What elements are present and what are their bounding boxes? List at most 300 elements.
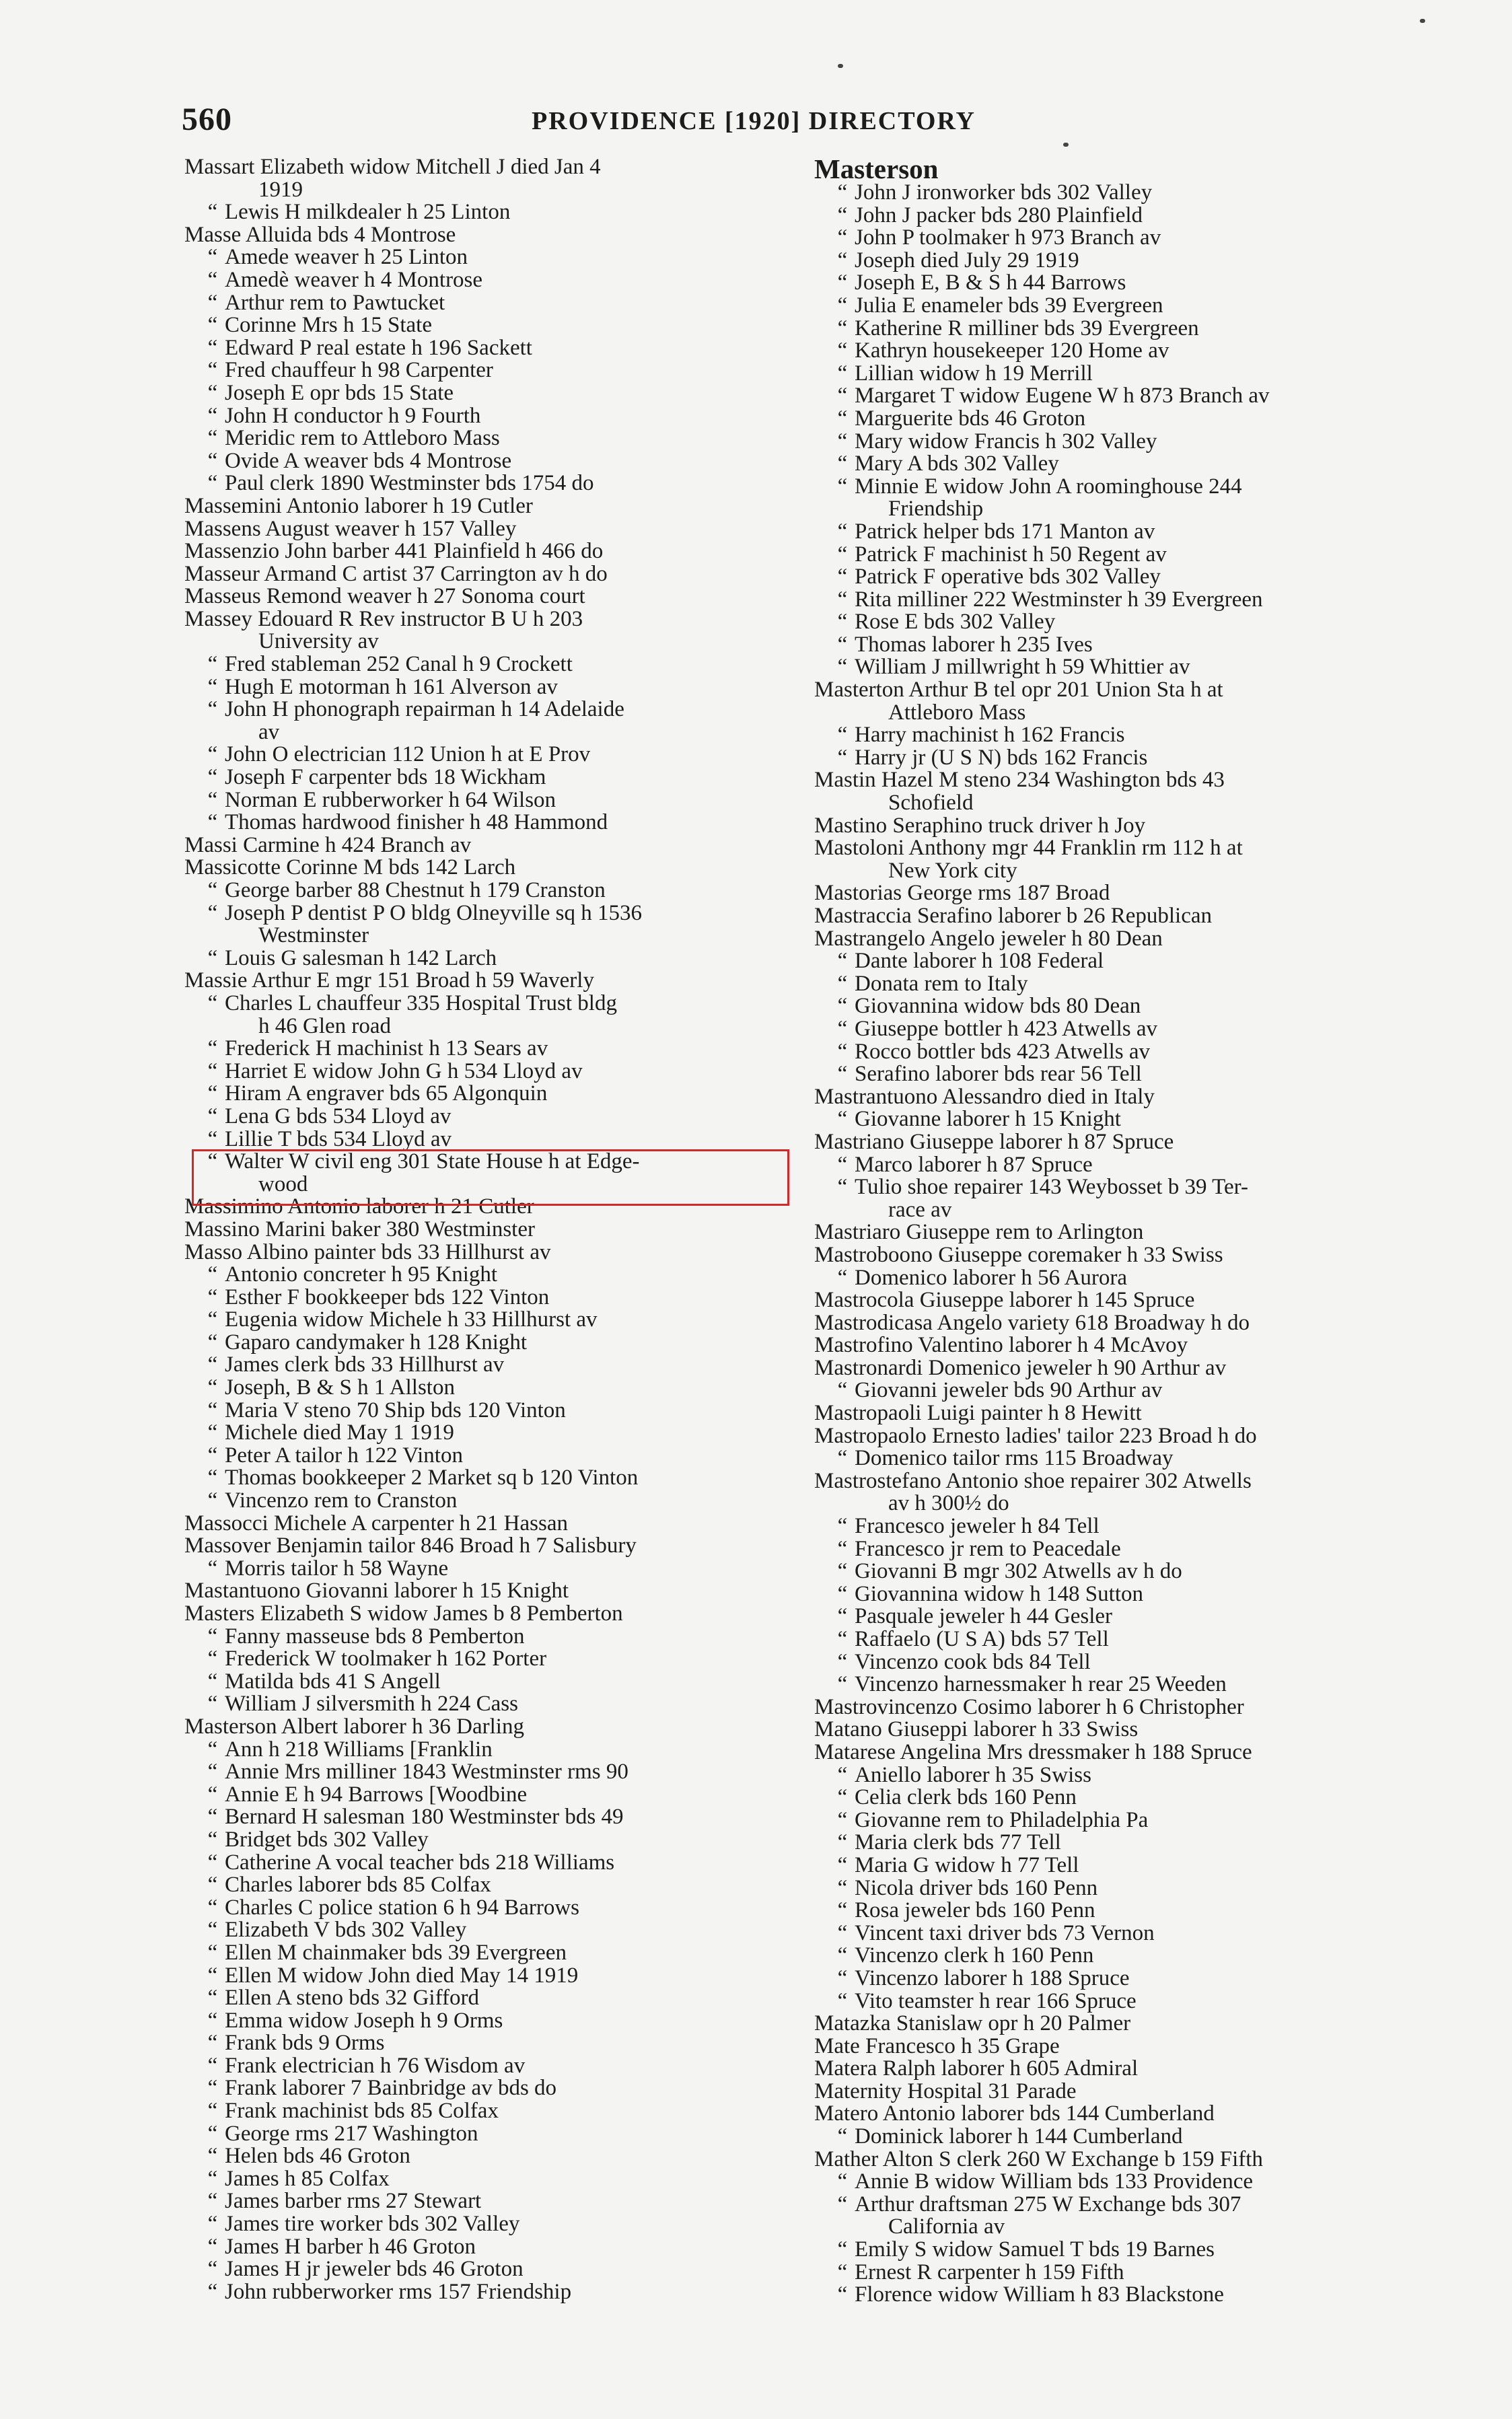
ditto-mark: “ [837,1875,848,1900]
entry-text: Antonio concreter h 95 Knight [225,1262,498,1287]
ditto-mark: “ [837,1649,848,1674]
entry-text: Massart Elizabeth widow Mitchell J died Jan 4 [184,155,601,179]
directory-entry [814,1764,1420,1787]
entry-text: Massenzio John barber 441 Plainfield h 466 do [184,539,604,564]
directory-entry [814,2035,1420,2058]
directory-entry [814,1832,1420,1854]
entry-continuation: race av [888,1197,952,1222]
ditto-mark: “ [207,742,218,767]
entry-text: Patrick helper bds 171 Manton av [855,519,1155,544]
ditto-mark: “ [207,2279,218,2304]
entry-text: Massemini Antonio laborer h 19 Cutler [184,493,533,518]
entry-text: Joseph E, B & S h 44 Barrows [855,270,1126,295]
entry-text: Mastrodicasa Angelo variety 618 Broadway h do [814,1310,1250,1335]
entry-text: Giovanne laborer h 15 Knight [855,1107,1121,1132]
ditto-mark: “ [207,380,218,405]
entry-text: Mastrovincenzo Cosimo laborer h 6 Christopher [814,1694,1244,1719]
entry-text: Frederick H machinist h 13 Sears av [225,1036,548,1061]
ditto-mark: “ [207,1307,218,1332]
entry-text: Louis G salesman h 142 Larch [225,945,497,970]
entry-text: Masterson Albert laborer h 36 Darling [184,1714,524,1739]
entry-text: Maria G widow h 77 Tell [855,1852,1079,1877]
ditto-mark: “ [837,2260,848,2284]
entry-text: Masseus Remond weaver h 27 Sonoma court [184,584,585,609]
entry-text: John J packer bds 280 Plainfield [855,203,1143,227]
ditto-mark: “ [207,1737,218,1762]
directory-entry [814,995,1420,1018]
entry-text: Giovannina widow h 148 Sutton [855,1581,1143,1606]
directory-entry [184,1897,790,1920]
directory-entry [814,1605,1420,1628]
entry-text: Joseph, B & S h 1 Allston [225,1375,455,1400]
entry-continuation: Schofield [888,791,974,816]
directory-entry [814,973,1420,996]
entry-text: James h 85 Colfax [225,2166,390,2191]
ditto-mark: “ [207,1104,218,1128]
entry-text: Vincenzo harnessmaker h rear 25 Weeden [855,1672,1227,1697]
directory-entry [814,1741,1420,1764]
entry-continuation: 1919 [258,177,303,202]
ditto-mark: “ [837,406,848,431]
entry-text: Dominick laborer h 144 Cumberland [855,2124,1183,2149]
entry-text: Vincenzo clerk h 160 Penn [855,1943,1094,1968]
entry-continuation: California av [888,2214,1005,2239]
directory-entry [184,337,790,360]
ditto-mark: “ [837,1536,848,1561]
directory-entry [184,1829,790,1852]
directory-entry [184,1558,790,1581]
directory-entry [814,1334,1420,1357]
ditto-mark: “ [207,2121,218,2146]
directory-entry [184,1852,790,1875]
page-speck [1420,19,1425,23]
directory-entry [814,769,1420,814]
entry-text: Rita milliner 222 Westminster h 39 Evergreen [855,587,1263,612]
entry-text: Serafino laborer bds rear 56 Tell [855,1062,1142,1087]
entry-text: Mastriano Giuseppe laborer h 87 Spruce [814,1129,1174,1154]
directory-entry [814,1854,1420,1877]
entry-text: Vincenzo laborer h 188 Spruce [855,1965,1130,1990]
entry-text: James barber rms 27 Stewart [225,2189,482,2214]
entry-text: Arthur draftsman 275 W Exchange bds 307 [855,2192,1241,2216]
directory-entry [814,1312,1420,1335]
entry-text: Joseph F carpenter bds 18 Wickham [225,765,546,790]
ditto-mark: “ [207,2166,218,2191]
ditto-mark: “ [837,1852,848,1877]
directory-entry [814,205,1420,227]
entry-text: James H jr jeweler bds 46 Groton [225,2257,524,2282]
entry-text: Mastrangelo Angelo jeweler h 80 Dean [814,926,1163,951]
directory-entry [814,1696,1420,1719]
directory-entry [814,566,1420,589]
entry-text: Massie Arthur E mgr 151 Broad h 59 Waverly [184,968,594,993]
directory-entry [184,2190,790,2213]
entry-text: John H phonograph repairman h 14 Adelaide [225,697,624,722]
directory-entry [814,1357,1420,1380]
ditto-mark: “ [207,1669,218,1694]
directory-entry [814,1176,1420,1221]
ditto-mark: “ [837,2237,848,2262]
entry-text: Massover Benjamin tailor 846 Broad h 7 Salisbury [184,1533,637,1558]
directory-entry [184,744,790,766]
directory-entry [184,1445,790,1468]
directory-entry [814,589,1420,612]
ditto-mark: “ [837,1965,848,1990]
ditto-mark: “ [837,429,848,454]
directory-entry [184,1513,790,1536]
ditto-mark: “ [837,225,848,250]
entry-text: Maternity Hospital 31 Parade [814,2079,1077,2103]
entry-text: Rose E bds 302 Valley [855,610,1056,635]
directory-entry [814,1041,1420,1064]
ditto-mark: “ [837,587,848,612]
ditto-mark: “ [837,1785,848,1810]
ditto-mark: “ [837,1898,848,1923]
ditto-mark: “ [837,2169,848,2194]
ditto-mark: “ [837,1016,848,1041]
directory-entry [814,385,1420,408]
directory-entry [184,201,790,224]
ditto-mark: “ [207,2076,218,2101]
ditto-mark: “ [207,1375,218,1400]
entry-text: Edward P real estate h 196 Sackett [225,335,532,360]
ditto-mark: “ [837,1039,848,1064]
directory-entry [814,318,1420,340]
page-number: 560 [182,102,232,137]
entry-continuation: av h 300½ do [888,1491,1009,1516]
ditto-mark: “ [837,723,848,748]
entry-text: Mastin Hazel M steno 234 Washington bds 43 [814,768,1225,793]
entry-text: Frank bds 9 Orms [225,2031,385,2056]
directory-entry [814,2194,1420,2239]
ditto-mark: “ [207,1443,218,1468]
entry-text: Ann h 218 Williams [Franklin [225,1737,493,1762]
entry-text: Mastorias George rms 187 Broad [814,881,1110,906]
directory-entry [184,472,790,495]
entry-text: Mate Francesco h 35 Grape [814,2033,1060,2058]
directory-entry [814,2171,1420,2194]
ditto-mark: “ [207,1805,218,1830]
entry-text: Marco laborer h 87 Spruce [855,1152,1093,1177]
directory-entry [814,2284,1420,2307]
directory-entry [184,902,790,947]
directory-entry [184,992,790,1038]
directory-entry [814,1221,1420,1244]
entry-text: Mastroboono Giuseppe coremaker h 33 Swiss [814,1242,1223,1267]
entry-text: Annie B widow William bds 133 Providence [855,2169,1254,2194]
entry-text: Mary A bds 302 Valley [855,452,1059,476]
entry-text: Thomas laborer h 235 Ives [855,632,1093,657]
ditto-mark: “ [207,878,218,902]
directory-entry [184,811,790,834]
ditto-mark: “ [207,1895,218,1920]
ditto-mark: “ [837,971,848,996]
directory-entry [184,2145,790,2168]
directory-entry [814,634,1420,657]
ditto-mark: “ [837,1446,848,1471]
entry-text: Giovanne rem to Philadelphia Pa [855,1807,1149,1832]
directory-entry [814,815,1420,838]
entry-text: Eugenia widow Michele h 33 Hillhurst av [225,1307,598,1332]
ditto-mark: “ [837,270,848,295]
entry-text: Lewis H milkdealer h 25 Linton [225,200,511,225]
ditto-mark: “ [837,1672,848,1697]
ditto-mark: “ [207,1126,218,1151]
directory-entry [184,2213,790,2236]
ditto-mark: “ [207,900,218,925]
directory-entry [814,1628,1420,1651]
directory-entry [184,766,790,789]
entry-text: John rubberworker rms 157 Friendship [225,2279,572,2304]
entry-text: Raffaelo (U S A) bds 57 Tell [855,1627,1109,1651]
directory-entry [814,1131,1420,1154]
directory-entry [184,1716,790,1739]
ditto-mark: “ [837,1559,848,1584]
directory-entry [814,1267,1420,1290]
entry-text: Lillian widow h 19 Merrill [855,361,1093,386]
entry-text: Mastropaolo Ernesto ladies' tailor 223 Broad h do [814,1423,1257,1448]
ditto-mark: “ [207,2008,218,2033]
directory-entry [814,453,1420,476]
directory-entry [814,2126,1420,2149]
directory-entry [184,1038,790,1060]
ditto-mark: “ [207,2144,218,2169]
ditto-mark: “ [207,2189,218,2214]
ditto-mark: “ [207,1149,218,1174]
directory-entry [184,269,790,292]
entry-text: Emma widow Joseph h 9 Orms [225,2008,503,2033]
entry-text: William J silversmith h 224 Cass [225,1692,518,1717]
directory-entry [184,1671,790,1694]
directory-entry [184,2100,790,2123]
entry-text: Hugh E motorman h 161 Alverson av [225,674,558,699]
ditto-mark: “ [207,765,218,790]
directory-entry [184,518,790,541]
directory-entry [184,2123,790,2146]
directory-entry [184,1919,790,1942]
entry-text: Charles C police station 6 h 94 Barrows [225,1895,580,1920]
entry-text: Domenico tailor rms 115 Broadway [855,1446,1174,1471]
entry-text: John H conductor h 9 Fourth [225,403,481,428]
ditto-mark: “ [207,2234,218,2259]
entry-text: John J ironworker bds 302 Valley [855,180,1153,205]
directory-entry [814,1289,1420,1312]
directory-entry [184,1083,790,1106]
directory-entry [184,1648,790,1671]
entry-text: Margaret T widow Eugene W h 873 Branch av [855,384,1270,408]
entry-text: John O electrician 112 Union h at E Prov [225,742,591,767]
entry-text: Matera Ralph laborer h 605 Admiral [814,2056,1139,2081]
entry-text: Masseur Armand C artist 37 Carrington av h do [184,561,608,586]
directory-entry [184,1377,790,1400]
entry-text: Massicotte Corinne M bds 142 Larch [184,855,516,880]
ditto-mark: “ [837,1175,848,1200]
entry-text: Michele died May 1 1919 [225,1420,454,1445]
directory-entry [814,182,1420,205]
directory-entry [184,2032,790,2055]
entry-text: Amede weaver h 25 Linton [225,245,468,270]
directory-entry [184,1332,790,1355]
directory-entry [184,156,790,201]
entry-text: Giovanni B mgr 302 Atwells av h do [855,1559,1182,1584]
entry-text: Charles laborer bds 85 Colfax [225,1873,491,1898]
directory-entry [814,1154,1420,1177]
directory-entry [184,563,790,586]
ditto-mark: “ [837,542,848,567]
entry-text: Vincenzo rem to Cranston [225,1488,458,1513]
directory-entry [184,1060,790,1083]
ditto-mark: “ [837,384,848,408]
directory-entry [184,1626,790,1649]
directory-entry [814,1719,1420,1741]
directory-entry [814,1379,1420,1402]
directory-entry [184,1603,790,1626]
directory-entry [814,679,1420,724]
directory-entry [184,2236,790,2259]
ditto-mark: “ [207,2099,218,2124]
directory-entry [814,2103,1420,2126]
highlight-box [192,1149,789,1206]
entry-text: Katherine R milliner bds 39 Evergreen [855,316,1199,340]
ditto-mark: “ [837,1807,848,1832]
entry-text: Vito teamster h rear 166 Spruce [855,1988,1137,2013]
ditto-mark: “ [837,248,848,273]
directory-entry [184,2010,790,2033]
entry-text: Catherine A vocal teacher bds 218 Williams [225,1850,615,1875]
entry-continuation: University av [258,629,379,654]
directory-entry [814,1063,1420,1086]
entry-continuation: av [258,719,280,744]
entry-text: Matazka Stanislaw opr h 20 Palmer [814,2011,1131,2036]
entry-text: Frank machinist bds 85 Colfax [225,2099,499,2124]
directory-entry [814,1990,1420,2013]
directory-entry [184,540,790,563]
directory-entry [184,676,790,699]
directory-entry [814,295,1420,318]
ditto-mark: “ [837,1581,848,1606]
directory-entry [814,408,1420,431]
directory-entry [814,747,1420,770]
entry-text: Harry machinist h 162 Francis [855,723,1125,748]
entry-continuation: Friendship [888,497,984,521]
directory-entry [814,250,1420,273]
entry-text: Mastino Seraphino truck driver h Joy [814,813,1146,838]
entry-text: Mastantuono Giovanni laborer h 15 Knight [184,1579,569,1603]
directory-entry [184,1354,790,1377]
entry-text: Julia E enameler bds 39 Evergreen [855,293,1163,318]
ditto-mark: “ [837,1830,848,1855]
ditto-mark: “ [207,267,218,292]
ditto-mark: “ [837,1627,848,1651]
ditto-mark: “ [207,358,218,383]
entry-text: Ovide A weaver bds 4 Montrose [225,448,512,473]
directory-entry [814,611,1420,634]
entry-text: Amedè weaver h 4 Montrose [225,267,483,292]
directory-entry [814,1425,1420,1448]
ditto-mark: “ [207,1398,218,1422]
ditto-mark: “ [207,1285,218,1309]
directory-entry [814,2146,1420,2171]
ditto-mark: “ [837,1107,848,1132]
entry-text: Massey Edouard R Rev instructor B U h 203 [184,606,583,631]
entry-text: Masse Alluida bds 4 Montrose [184,222,456,247]
ditto-mark: “ [207,1782,218,1807]
entry-text: Arthur rem to Pawtucket [225,290,445,315]
directory-entry [184,857,790,879]
entry-text: Patrick F machinist h 50 Regent av [855,542,1167,567]
directory-entry [814,950,1420,973]
entry-text: Maria V steno 70 Ship bds 120 Vinton [225,1398,566,1422]
directory-entry [814,1945,1420,1967]
entry-text: Aniello laborer h 35 Swiss [855,1762,1091,1787]
directory-entry [814,1809,1420,1832]
directory-entry [184,2168,790,2191]
ditto-mark: “ [207,2257,218,2282]
entry-text: Joseph E opr bds 15 State [225,380,454,405]
entry-text: Mastrofino Valentino laborer h 4 McAvoy [814,1333,1188,1358]
entry-text: Helen bds 46 Groton [225,2144,410,2169]
ditto-mark: “ [207,652,218,677]
ditto-mark: “ [207,1466,218,1490]
directory-entry [814,1967,1420,1990]
directory-entry [184,2077,790,2100]
directory-entry [814,1538,1420,1561]
ditto-mark: “ [207,1873,218,1898]
entry-text: Vincent taxi driver bds 73 Vernon [855,1920,1155,1945]
directory-entry [814,1786,1420,1809]
entry-text: Masters Elizabeth S widow James b 8 Pemberton [184,1601,623,1626]
entry-text: Paul clerk 1890 Westminster bds 1754 do [225,471,594,496]
entry-text: Esther F bookkeeper bds 122 Vinton [225,1285,550,1309]
directory-entry [184,585,790,608]
entry-text: Massens August weaver h 157 Valley [184,516,517,541]
directory-entry [814,837,1420,882]
directory-entry [184,1219,790,1241]
directory-entry [184,359,790,382]
entry-text: Massi Carmine h 424 Branch av [184,832,472,857]
ditto-mark: “ [207,448,218,473]
entry-text: Meridic rem to Attleboro Mass [225,426,500,451]
entry-text: James tire worker bds 302 Valley [225,2212,520,2237]
directory-entry [184,1693,790,1716]
directory-entry [814,2081,1420,2103]
directory-entry [184,1535,790,1558]
entry-text: Lena G bds 534 Lloyd av [225,1104,452,1128]
directory-entry [184,2055,790,2078]
directory-entry [814,2262,1420,2284]
directory-entry [814,656,1420,679]
entry-text: Frank laborer 7 Bainbridge av bds do [225,2076,557,2101]
entry-text: Mastrocola Giuseppe laborer h 145 Spruce [814,1288,1195,1313]
ditto-mark: “ [207,200,218,225]
ditto-mark: “ [207,471,218,496]
running-title: PROVIDENCE [1920] DIRECTORY [532,107,976,135]
entry-continuation: Westminster [258,923,369,948]
entry-text: Bernard H salesman 180 Westminster bds 49 [225,1805,624,1830]
entry-continuation: Attleboro Mass [888,700,1026,725]
ditto-mark: “ [837,565,848,589]
directory-entry [184,292,790,315]
entry-text: Elizabeth V bds 302 Valley [225,1918,467,1943]
directory-entry [814,1447,1420,1470]
directory-entry [184,314,790,337]
ditto-mark: “ [207,1940,218,1965]
ditto-mark: “ [837,1378,848,1403]
entry-text: Mastropaoli Luigi painter h 8 Hewitt [814,1401,1142,1426]
entry-text: Matilda bds 41 S Angell [225,1669,441,1694]
directory-entry [184,1942,790,1965]
entry-text: Rosa jeweler bds 160 Penn [855,1898,1095,1923]
